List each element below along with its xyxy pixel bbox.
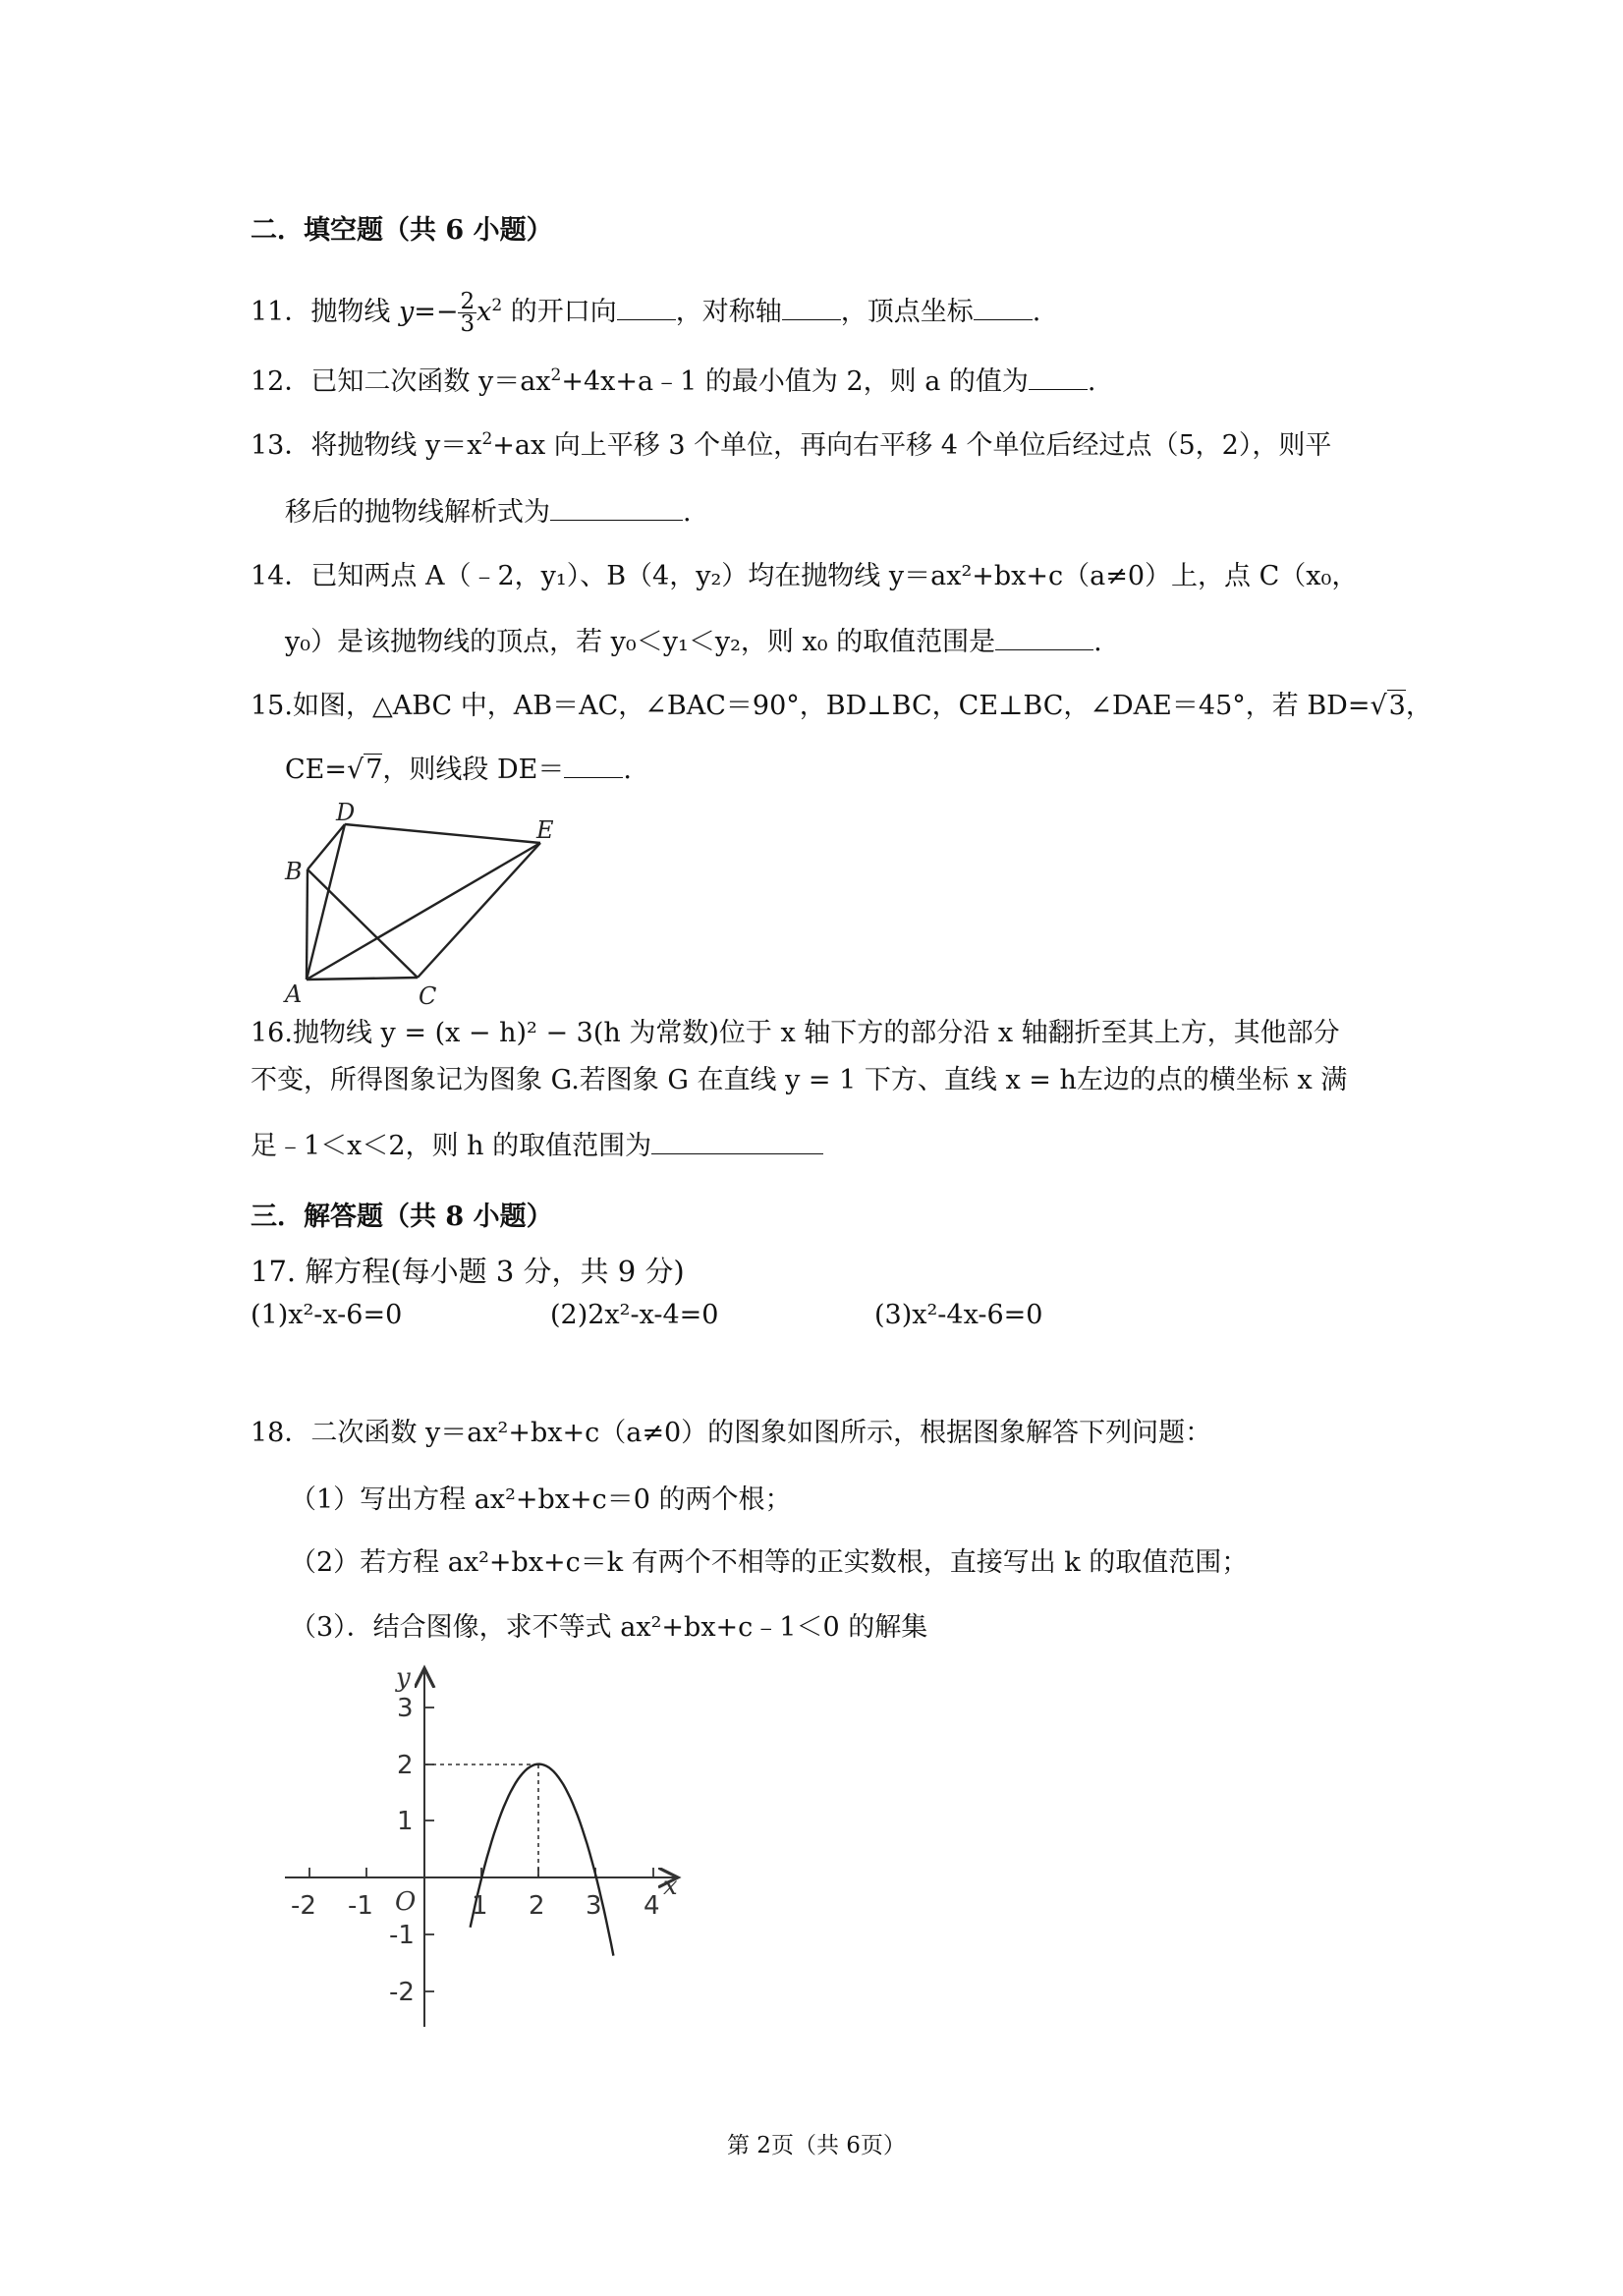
question-13-line-2: 移后的抛物线解析式为 . [285,497,692,528]
answer-blank [550,498,683,521]
point-label-C: C [419,982,437,1007]
y-tick-label: -1 [389,1921,415,1950]
question-17-part-3: (3)x²-4x-6=0 [874,1300,1043,1330]
question-17-part-1: (1)x²-x-6=0 [251,1300,403,1330]
question-18-part-3: （3）．结合图像，求不等式 ax²+bx+c﹣1＜0 的解集 [290,1612,928,1643]
question-17-title: 17. 解方程(每小题 3 分，共 9 分) [251,1255,685,1288]
x-tick-label: -1 [348,1891,373,1921]
point-label-E: E [536,816,554,844]
point-label-B: B [285,858,303,885]
question-12: 12．已知二次函数 $y=ax^2+4x+a﹣1$ 的最小值为 2，则 a 的值为 . [251,365,1096,397]
question-14-line-1: 14．已知两点 A（﹣2，y₁）、B（4，y₂）均在抛物线 y＝ax²+bx+c（a≠0）上，点 C（x₀， [251,561,1359,591]
x-tick-label: 1 [472,1891,488,1921]
x-tick-label: -2 [291,1891,316,1921]
x-tick-label: 4 [644,1891,660,1921]
point-label-A: A [285,980,303,1007]
x-axis-label: x [663,1872,678,1901]
question-15-line-1: 15.如图，△ABC 中，AB＝AC，∠BAC＝90°，BD⊥BC，CE⊥BC，∠DAE＝45°，若 BD=√3， [251,691,1432,721]
question-11: 11．抛物线 y=− $\frac{2}{3}$ $x^2$ 的开口向 ，对称轴 ，顶点坐标 . [251,289,1041,337]
question-13-line-1: 13．将抛物线 $y=x^2+ax$ 向上平移 3 个单位，再向右平移 4 个单位后经过点（5，2），则平 [251,429,1332,461]
question-16-line-3: 足﹣1＜x＜2，则 h 的取值范围为 [251,1130,823,1163]
y-tick-label: 3 [397,1694,414,1723]
question-16-line-1: 16.抛物线 y = (x − h)² − 3(h 为常数)位于 x 轴下方的部分沿 x 轴翻折至其上方，其他部分 [251,1018,1340,1048]
parabola-curve [471,1764,614,1956]
section-heading-fill-blank: 二．填空题（共 6 小题） [251,215,553,246]
answer-blank [564,756,623,778]
origin-label: O [395,1887,417,1917]
y-tick-label: 2 [397,1751,414,1780]
question-17-part-2: (2)2x²-x-4=0 [550,1300,719,1330]
y-tick-label: -2 [389,1978,415,2007]
section-heading-solutions: 三．解答题（共 8 小题） [251,1202,553,1232]
question-number: 15. [251,691,293,721]
point-label-D: D [336,801,356,826]
answer-blank [1029,367,1088,390]
question-18-part-1: （1）写出方程 ax²+bx+c＝0 的两个根； [290,1484,792,1515]
question-18-stem: 18．二次函数 y＝ax²+bx+c（a≠0）的图象如图所示，根据图象解答下列问题： [251,1418,1212,1448]
question-number: 16. [251,1018,293,1048]
answer-blank [974,298,1033,320]
y-axis-label: y [396,1663,411,1693]
fraction: $\frac{2}{3}$ [460,289,476,337]
answer-blank [782,298,841,320]
graph-18-parabola [275,1658,698,2051]
figure-15-quadrilateral [275,801,589,1007]
question-15-line-2: CE=√7，则线段 DE＝ . [285,755,632,785]
question-number: 12． [251,366,311,397]
answer-blank [995,628,1093,650]
y-tick-label: 1 [397,1807,414,1836]
page-footer: 第 2页（共 6页） [727,2133,906,2158]
answer-blank [651,1132,823,1154]
sqrt-sign: √ [1370,691,1387,721]
x-tick-label: 2 [529,1891,545,1921]
sqrt-sign: √ [347,755,364,785]
question-number: 11． [251,297,311,327]
question-18-part-2: （2）若方程 ax²+bx+c＝k 有两个不相等的正实数根，直接写出 k 的取值范围； [290,1547,1249,1578]
answer-blank [617,298,676,320]
question-14-line-2: y₀）是该抛物线的顶点，若 y₀＜y₁＜y₂，则 x₀ 的取值范围是 . [285,627,1102,657]
question-16-line-2: 不变，所得图象记为图象 G.若图象 G 在直线 y = 1 下方、直线 x = h左边的点的横坐标 x 满 [251,1065,1348,1095]
question-number: 13． [251,430,311,461]
question-number: 14． [251,561,311,591]
x-tick-label: 3 [586,1891,602,1921]
